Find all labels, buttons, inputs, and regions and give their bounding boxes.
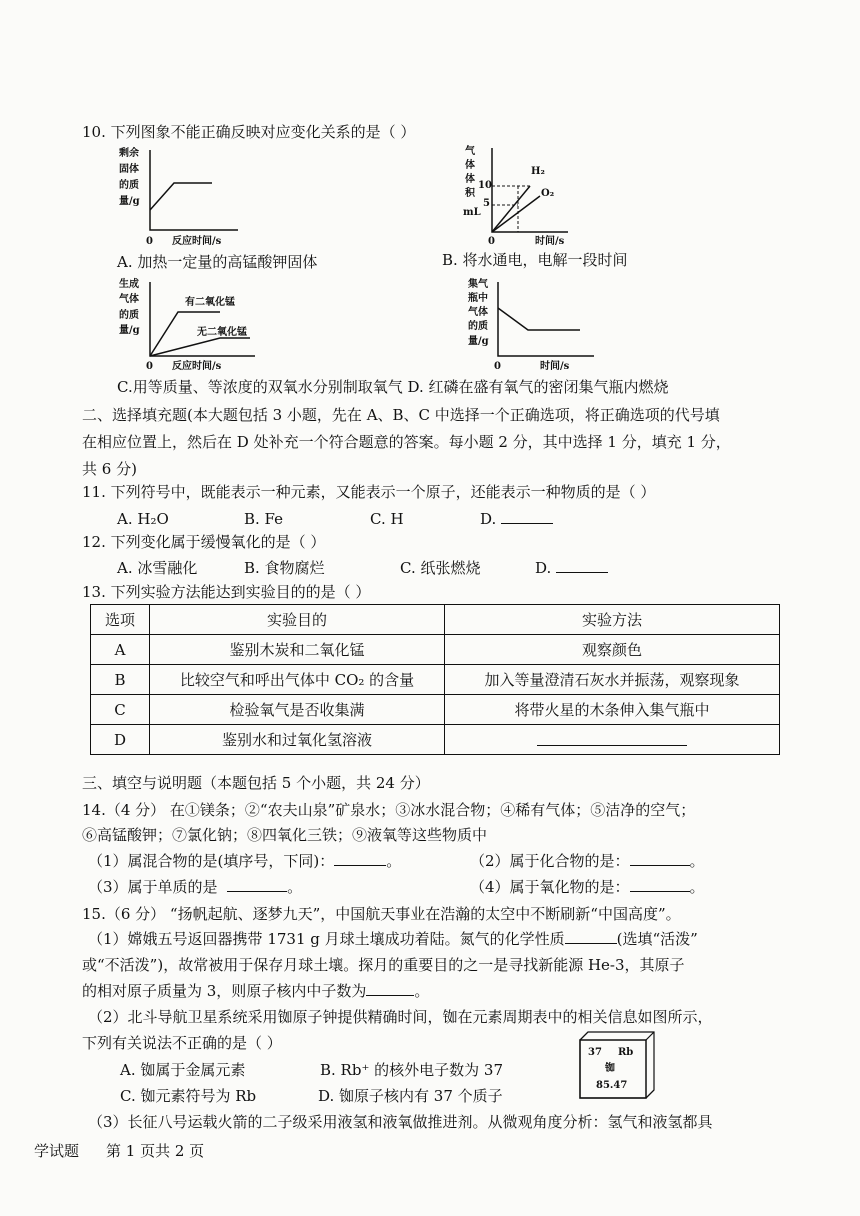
element-symbol: Rb xyxy=(618,1047,634,1058)
graph-c-ylabel-1: 生成 xyxy=(119,279,139,290)
graph-a-ylabel-3: 的质 xyxy=(119,180,139,191)
row-c-purpose: 检验氧气是否收集满 xyxy=(150,695,445,725)
q10-option-a: A. 加热一定量的高锰酸钾固体 xyxy=(117,253,318,271)
q15-option-a: A. 铷属于金属元素 xyxy=(120,1061,246,1079)
row-d-method xyxy=(445,725,780,755)
q11-option-a: A. H₂O xyxy=(117,510,169,528)
q11-option-d: D. xyxy=(480,509,553,529)
q14-part-1: （1）属混合物的是(填序号，下同)： 。 xyxy=(88,852,402,870)
q15-part-2-line2: 下列有关说法不正确的是（ ） xyxy=(82,1034,282,1052)
q12-option-d: D. xyxy=(535,558,608,578)
graph-d-ylabel-3: 气体 xyxy=(468,307,488,318)
table-row xyxy=(91,725,780,755)
q11-stem: 11. 下列符号中，既能表示一种元素，又能表示一个原子，还能表示一种物质的是（ ） xyxy=(82,483,656,501)
graph-d-xlabel: 时间/s xyxy=(540,361,570,372)
q15-part-3: （3）长征八号运载火箭的二子级采用液氢和液氧做推进剂。从微观角度分析：氢气和液氢都具 xyxy=(88,1113,713,1131)
graph-d-ylabel-1: 集气 xyxy=(468,279,488,290)
q12-option-b: B. 食物腐烂 xyxy=(244,559,325,577)
table-header-row xyxy=(91,605,780,635)
element-atomic-mass: 85.47 xyxy=(596,1080,628,1091)
graph-c-origin: 0 xyxy=(146,361,153,372)
header-option: 选项 xyxy=(91,605,150,635)
graph-c-ylabel-3: 的质 xyxy=(119,310,139,321)
q15-neutron-blank[interactable] xyxy=(366,981,414,996)
graph-b-o2-label: O₂ xyxy=(541,188,555,199)
q15-option-d: D. 铷原子核内有 37 个质子 xyxy=(318,1087,503,1105)
table-row xyxy=(91,665,780,695)
graph-d-plot xyxy=(498,282,598,358)
graph-c-plot xyxy=(150,282,260,358)
graph-b-ylabel-4: 积 xyxy=(465,188,475,199)
graph-c-without-label: 无二氧化锰 xyxy=(197,327,247,338)
footer-page-number: 第 1 页共 2 页 xyxy=(106,1142,205,1160)
q15-stem-line1: 15.（6 分） “扬帆起航、逐梦九天”，中国航天事业在浩瀚的太空中不断刷新“中国高度”。 xyxy=(82,905,681,923)
q12-option-a: A. 冰雪融化 xyxy=(117,559,198,577)
q14-part-2: （2）属于化合物的是： 。 xyxy=(470,852,705,870)
graph-b-ylabel-5: mL xyxy=(463,207,481,218)
q11-option-b: B. Fe xyxy=(244,510,284,528)
q14-stem-line2: ⑥高锰酸钾；⑦氯化钠；⑧四氧化三铁；⑨液氧等这些物质中 xyxy=(82,826,488,844)
graph-b-origin: 0 xyxy=(488,236,495,247)
graph-b-ylabel-1: 气 xyxy=(465,146,475,157)
q14-part-2-blank[interactable] xyxy=(630,851,690,866)
q14-part-4-blank[interactable] xyxy=(630,877,690,892)
row-d-purpose: 鉴别水和过氧化氢溶液 xyxy=(150,725,445,755)
q14-part-4: （4）属于氧化物的是： 。 xyxy=(470,878,705,896)
header-purpose: 实验目的 xyxy=(150,605,445,635)
graph-a-ylabel-2: 固体 xyxy=(119,164,139,175)
graph-b-h2-label: H₂ xyxy=(531,166,545,177)
element-atomic-number: 37 xyxy=(588,1047,602,1058)
q14-part-3-blank[interactable] xyxy=(227,877,287,892)
graph-d-ylabel-5: 量/g xyxy=(468,336,489,347)
q15-part-1-line1: （1）嫦娥五号返回器携带 1731 g 月球土壤成功着陆。氮气的化学性质 (选填“活泼” xyxy=(88,930,698,948)
graph-b-plot xyxy=(492,148,572,234)
q15-option-b: B. Rb⁺ 的核外电子数为 37 xyxy=(320,1061,503,1079)
graph-b-ylabel-2: 体 xyxy=(465,160,475,171)
graph-d-ylabel-2: 瓶中 xyxy=(468,293,488,304)
header-method: 实验方法 xyxy=(445,605,780,635)
graph-c-with-label: 有二氧化锰 xyxy=(185,297,235,308)
section-2-heading-line3: 共 6 分) xyxy=(82,460,137,478)
q14-part-3: （3）属于单质的是 。 xyxy=(88,878,303,896)
row-c-method: 将带火星的木条伸入集气瓶中 xyxy=(445,695,780,725)
graph-b-tick-10: 10 xyxy=(478,180,492,191)
graph-b-tick-5: 5 xyxy=(483,198,490,209)
graph-a-xlabel: 反应时间/s xyxy=(172,236,222,247)
graph-a-plot xyxy=(150,150,240,232)
row-d-option: D xyxy=(91,725,150,755)
q14-part-1-blank[interactable] xyxy=(334,851,386,866)
q10-options-cd: C.用等质量、等浓度的双氧水分别制取氧气 D. 红磷在盛有氧气的密闭集气瓶内燃烧 xyxy=(117,378,669,396)
graph-d-origin: 0 xyxy=(494,361,501,372)
row-a-option: A xyxy=(91,635,150,665)
rubidium-element-card xyxy=(580,1032,652,1096)
q11-d-answer-blank[interactable] xyxy=(501,509,553,524)
graph-b-xlabel: 时间/s xyxy=(535,236,565,247)
table-row xyxy=(91,695,780,725)
graph-a-ylabel-1: 剩余 xyxy=(119,148,139,159)
row-b-method: 加入等量澄清石灰水并振荡，观察现象 xyxy=(445,665,780,695)
q15-option-c: C. 铷元素符号为 Rb xyxy=(120,1087,257,1105)
footer-subject: 学试题 xyxy=(34,1142,80,1160)
row-b-purpose: 比较空气和呼出气体中 CO₂ 的含量 xyxy=(150,665,445,695)
graph-d-ylabel-4: 的质 xyxy=(468,321,488,332)
q12-d-answer-blank[interactable] xyxy=(556,558,608,573)
q15-nitrogen-blank[interactable] xyxy=(565,929,617,944)
element-name: 铷 xyxy=(605,1063,615,1074)
graph-a-ylabel-4: 量/g xyxy=(119,196,140,207)
q13-stem: 13. 下列实验方法能达到实验目的的是（ ） xyxy=(82,583,371,601)
q15-part-2-line1: （2）北斗导航卫星系统采用铷原子钟提供精确时间，铷在元素周期表中的相关信息如图所示， xyxy=(88,1008,713,1026)
section-2-heading-line1: 二、选择填充题(本大题包括 3 小题，先在 A、B、C 中选择一个正确选项，将正确选项的代号填 xyxy=(82,406,720,424)
q12-option-c: C. 纸张燃烧 xyxy=(400,559,481,577)
q15-part-1-line2: 或“不活泼”)，故常被用于保存月球土壤。探月的重要目的之一是寻找新能源 He-3，其原子 xyxy=(82,956,685,974)
graph-c-ylabel-2: 气体 xyxy=(119,294,139,305)
q12-stem: 12. 下列变化属于缓慢氧化的是（ ） xyxy=(82,533,326,551)
graph-c-ylabel-4: 量/g xyxy=(119,325,140,336)
table-row xyxy=(91,635,780,665)
q11-option-c: C. H xyxy=(370,510,404,528)
graph-c-xlabel: 反应时间/s xyxy=(172,361,222,372)
row-a-purpose: 鉴别木炭和二氧化锰 xyxy=(150,635,445,665)
graph-b-ylabel-3: 体 xyxy=(465,174,475,185)
row-b-option: B xyxy=(91,665,150,695)
q14-stem-line1: 14.（4 分） 在①镁条；②“农夫山泉”矿泉水；③冰水混合物；④稀有气体；⑤洁净的空气； xyxy=(82,801,696,819)
q15-part-1-line3: 的相对原子质量为 3，则原子核内中子数为 。 xyxy=(82,982,430,1000)
row-c-option: C xyxy=(91,695,150,725)
q10-stem: 10. 下列图象不能正确反映对应变化关系的是（ ） xyxy=(82,123,416,141)
graph-a-origin: 0 xyxy=(146,236,153,247)
section-3-heading: 三、填空与说明题（本题包括 5 个小题，共 24 分） xyxy=(82,774,430,792)
q13-experiment-table xyxy=(90,604,780,755)
section-2-heading-line2: 在相应位置上，然后在 D 处补充一个符合题意的答案。每小题 2 分，其中选择 1 分，填充 1 分， xyxy=(82,433,731,451)
q10-option-b: B. 将水通电，电解一段时间 xyxy=(442,251,628,269)
row-d-method-blank[interactable] xyxy=(537,729,687,746)
row-a-method: 观察颜色 xyxy=(445,635,780,665)
